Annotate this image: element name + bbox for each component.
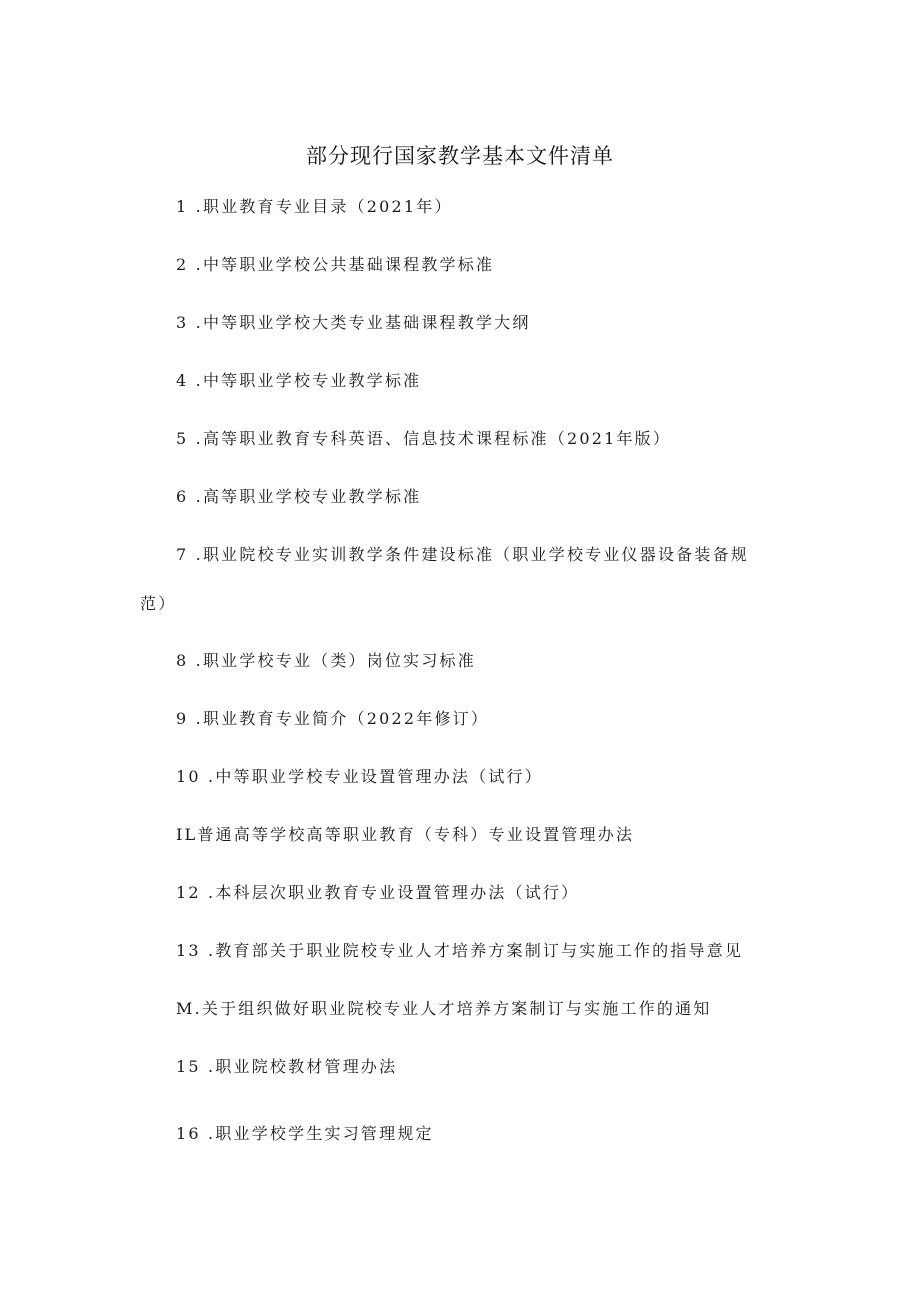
- list-item: 9 .职业教育专业简介（2022年修订）: [176, 709, 490, 728]
- list-item: 16 .职业学校学生实习管理规定: [176, 1124, 434, 1143]
- list-item: 12 .本科层次职业教育专业设置管理办法（试行）: [176, 883, 580, 902]
- list-item: 13 .教育部关于职业院校专业人才培养方案制订与实施工作的指导意见: [176, 941, 744, 960]
- list-item: M.关于组织做好职业院校专业人才培养方案制订与实施工作的通知: [176, 999, 712, 1018]
- list-item: 1 .职业教育专业目录（2021年）: [176, 197, 453, 216]
- list-item: 3 .中等职业学校大类专业基础课程教学大纲: [176, 313, 531, 332]
- list-item-continuation: 范）: [140, 594, 177, 613]
- list-item: 7 .职业院校专业实训教学条件建设标准（职业学校专业仪器设备装备规: [176, 545, 749, 564]
- list-item: 5 .高等职业教育专科英语、信息技术课程标准（2021年版）: [176, 429, 672, 448]
- list-item: IL普通高等学校高等职业教育（专科）专业设置管理办法: [176, 825, 635, 844]
- list-item: 2 .中等职业学校公共基础课程教学标准: [176, 255, 495, 274]
- list-item: 8 .职业学校专业（类）岗位实习标准: [176, 651, 476, 670]
- list-item: 6 .高等职业学校专业教学标准: [176, 487, 422, 506]
- list-item: 15 .职业院校教材管理办法: [176, 1057, 398, 1076]
- list-item: 4 .中等职业学校专业教学标准: [176, 371, 422, 390]
- list-item: 10 .中等职业学校专业设置管理办法（试行）: [176, 767, 543, 786]
- page-title: 部分现行国家教学基本文件清单: [306, 144, 614, 168]
